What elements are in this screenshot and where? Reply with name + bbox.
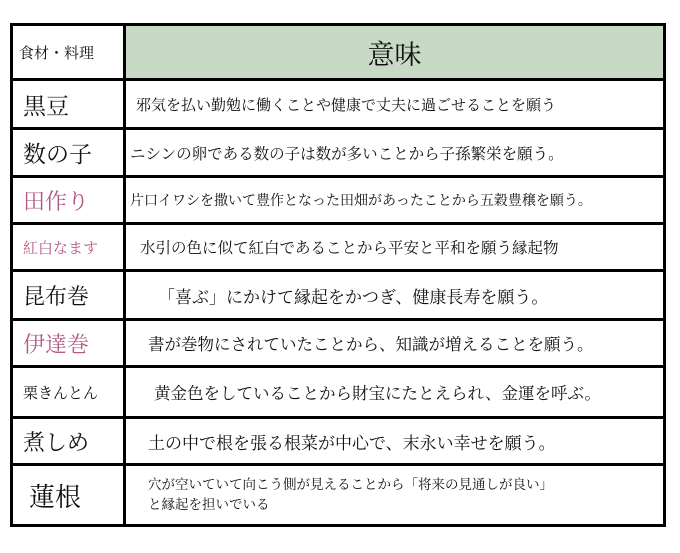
food-name: 煮しめ bbox=[13, 419, 126, 463]
food-meaning: 「喜ぶ」にかけて縁起をかつぎ、健康長寿を願う。 bbox=[158, 287, 549, 308]
food-name: 田作り bbox=[13, 178, 126, 222]
table-row-kohaku-namasu bbox=[13, 222, 663, 269]
table-row-kuromame bbox=[13, 78, 663, 127]
food-name: 栗きんとん bbox=[13, 368, 126, 416]
food-meaning: 片口イワシを撒いて豊作となった田畑があったことから五穀豊穣を願う。 bbox=[130, 193, 592, 209]
table-row-nishime bbox=[13, 416, 663, 463]
table-header-row bbox=[13, 26, 663, 78]
table-row-kobumaki bbox=[13, 269, 663, 318]
table-row-kurikinton bbox=[13, 365, 663, 416]
food-name: 紅白なます bbox=[13, 225, 126, 269]
food-meaning bbox=[126, 466, 663, 524]
table-row-kazunoko bbox=[13, 127, 663, 175]
header-food-cell: 食材・料理 bbox=[13, 26, 126, 78]
table-row-datemaki bbox=[13, 318, 663, 365]
osechi-meaning-table bbox=[10, 23, 666, 527]
food-meaning-line-2: と縁起を担いでいる bbox=[148, 497, 270, 513]
food-meaning: 土の中で根を張る根菜が中心で、末永い幸せを願う。 bbox=[148, 433, 556, 454]
food-name: 伊達巻 bbox=[13, 321, 126, 365]
header-meaning-cell: 意味 bbox=[126, 26, 663, 78]
food-meaning: 書が巻物にされていたことから、知識が増えることを願う。 bbox=[148, 335, 594, 354]
food-meaning: 水引の色に似て紅白であることから平安と平和を願う縁起物 bbox=[140, 239, 559, 257]
table-row-tazukuri bbox=[13, 175, 663, 222]
food-meaning: 邪気を払い勤勉に働くことや健康で丈夫に過ごせることを願う bbox=[136, 95, 557, 114]
food-meaning: 黄金色をしていることから財宝にたとえられ、金運を呼ぶ。 bbox=[154, 384, 601, 403]
food-name: 黒豆 bbox=[13, 81, 126, 127]
food-name: 蓮根 bbox=[13, 466, 126, 524]
food-meaning: ニシンの卵である数の子は数が多いことから子孫繁栄を願う。 bbox=[130, 144, 564, 163]
food-name: 数の子 bbox=[13, 130, 126, 175]
table-row-renkon bbox=[13, 463, 663, 524]
food-name: 昆布巻 bbox=[13, 272, 126, 318]
food-meaning-line-1: 穴が空いていて向こう側が見えることから「将来の見通しが良い」 bbox=[148, 477, 553, 493]
